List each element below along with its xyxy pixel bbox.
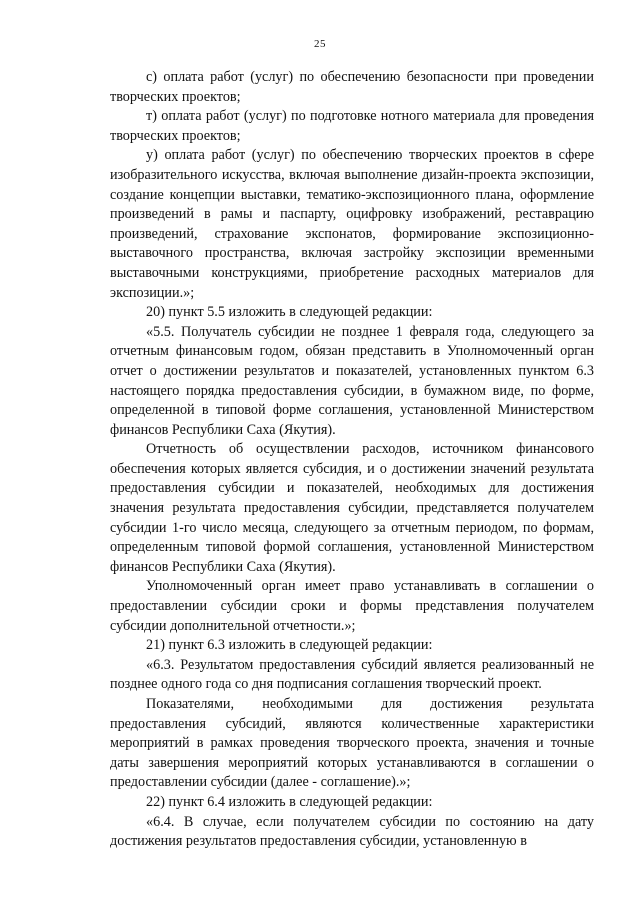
page-number: 25 bbox=[314, 38, 326, 50]
paragraph-item-t: т) оплата работ (услуг) по подготовке нотного материала для проведения творческих проектов; bbox=[110, 108, 594, 144]
amendment-point-20: 20) пункт 5.5 изложить в следующей редакции: bbox=[146, 304, 433, 321]
amendment-point-22: 22) пункт 6.4 изложить в следующей редакции: bbox=[146, 793, 433, 810]
paragraph-item-u: у) оплата работ (услуг) по обеспечению творческих проектов в сфере изобразительного искусства, включая выполнение дизайн-проекта экспозиции, создание концепции выставки, тематико-экспозиционного плана, оформление произведений в рамы и паспарту, оцифровку изображений, реставрацию произведений, страхование экспонатов, формирование экспозиционно-выставочного пространства, включая застройку экспозиции временными выставочными конструкциями, приобретение расходных материалов для экспозиции.»; bbox=[110, 147, 594, 301]
document-body bbox=[110, 68, 594, 852]
indicators-paragraph: Показателями, необходимыми для достижения результата предоставления субсидий, являются количественные характеристики мероприятий в рамках проведения творческого проекта, значения и точные даты завершения мероприятий которых устанавливаются в соглашении о предоставлении субсидии (далее - соглашение).»; bbox=[110, 696, 594, 791]
clause-6-4: «6.4. В случае, если получателем субсидии по состоянию на дату достижения результатов предоставления субсидии, установленную в bbox=[110, 813, 594, 850]
clause-6-3: «6.3. Результатом предоставления субсидий является реализованный не позднее одного года со дня подписания соглашения творческий проект. bbox=[110, 656, 594, 693]
amendment-point-21: 21) пункт 6.3 изложить в следующей редакции: bbox=[146, 637, 433, 654]
authority-right-paragraph: Уполномоченный орган имеет право устанавливать в соглашении о предоставлении субсидии сроки и формы представления получателем субсидии дополнительной отчетности.»; bbox=[110, 578, 594, 634]
clause-5-5: «5.5. Получатель субсидии не позднее 1 февраля года, следующего за отчетным финансовым годом, обязан представить в Уполномоченный орган отчет о достижении результатов и показателей, установленных пунктом 6.3 настоящего порядка предоставления субсидии, в бумажном виде, по форме, определенной в типовой форме соглашения, установленной Министерством финансов Республики Саха (Якутия). bbox=[110, 323, 594, 438]
paragraph-item-s: с) оплата работ (услуг) по обеспечению безопасности при проведении творческих проектов; bbox=[110, 69, 594, 105]
reporting-paragraph: Отчетность об осуществлении расходов, источником финансового обеспечения которых является субсидия, и о достижении значений результата предоставления субсидии и показателей, необходимых для достижения значения результата предоставления субсидии, представляется получателем субсидии 1-го число месяца, следующего за отчетным периодом, по формам, определенным типовой формой соглашения, установленной Министерством финансов Республики Саха (Якутия). bbox=[110, 441, 594, 575]
